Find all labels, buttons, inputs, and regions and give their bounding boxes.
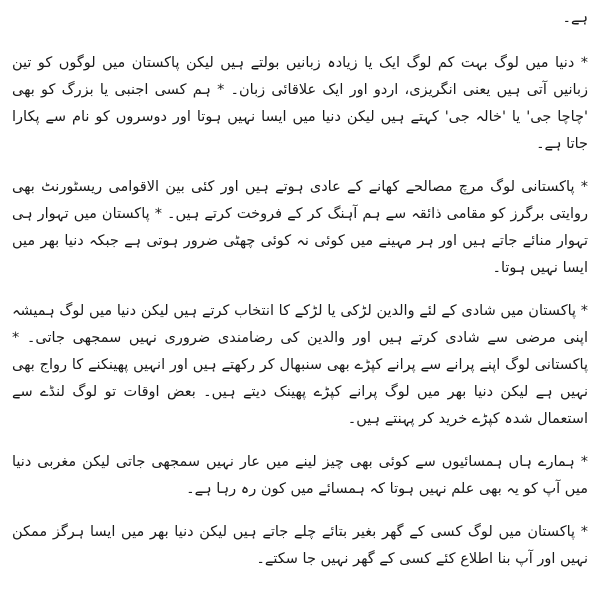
paragraph-visits: * پاکستان میں لوگ کسی کے گھر بغیر بتائے چلے جاتے ہیں لیکن دنیا بھر میں ایسا ہرگز ممکن نہیں اور آپ بنا اطلاع کئے کسی کے گھر نہیں جا سکتے۔ [12,524,588,567]
paragraph-languages: * دنیا میں لوگ بہت کم لوگ ایک یا زیادہ زبانیں بولتے ہیں لیکن پاکستان میں لوگوں کو تین زبانیں آتی ہیں یعنی انگریزی، اردو اور ایک علاقائی زبان۔ * ہم کسی اجنبی یا بزرگ کو بھی 'چاچا جی' یا 'خالہ جی' کہتے ہیں لیکن دنیا میں ایسا نہیں ہوتا اور دوسروں کو نام سے پکارا جاتا ہے۔ [12,55,588,152]
article-body [12,0,588,589]
paragraph-food-festivals: * پاکستانی لوگ مرچ مصالحے کھانے کے عادی ہوتے ہیں اور کئی بین الاقوامی ریسٹورنٹ بھی روایتی برگرز کو مقامی ذائقہ سے ہم آہنگ کر کے فروخت کرتے ہیں۔ * پاکستان میں تہوار ہی تہوار منائے جاتے ہیں اور ہر مہینے میں کوئی نہ کوئی چھٹی ضرور ہوتی ہے جبکہ دنیا بھر میں ایسا نہیں ہوتا۔ [12,179,588,276]
paragraph-neighbours: * ہمارے ہاں ہمسائیوں سے کوئی بھی چیز لینے میں عار نہیں سمجھی جاتی لیکن مغربی دنیا میں آپ کو یہ بھی علم نہیں ہوتا کہ ہمسائے میں کون رہ رہا ہے۔ [12,454,588,497]
paragraph-marriage-clothes: * پاکستان میں شادی کے لئے والدین لڑکی یا لڑکے کا انتخاب کرتے ہیں لیکن دنیا میں لوگ ہمیشہ اپنی مرضی سے شادی کرتے ہیں اور والدین کی رضامندی ضروری نہیں سمجھی جاتی۔ * پاکستانی لوگ اپنے پرانے سے پرانے کپڑے بھی سنبھال کر رکھتے ہیں اور انہیں پھینکنے کا رواج بھی نہیں ہے لیکن دنیا بھر میں لوگ پرانے کپڑے پھینک دیتے ہیں۔ بعض اوقات تو لوگ لنڈے سے استعمال شدہ کپڑے خرید کر پہنتے ہیں۔ [12,303,588,427]
paragraph-intro-ending: ہے۔ [562,10,588,26]
